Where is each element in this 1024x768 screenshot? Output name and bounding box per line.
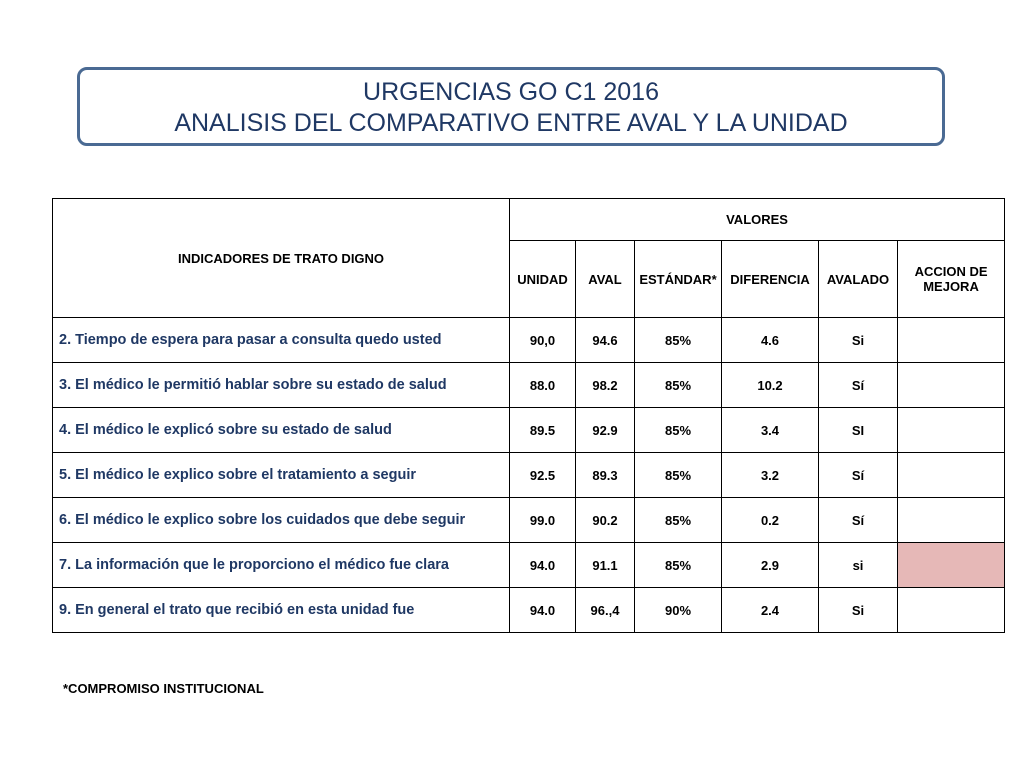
aval-cell: 90.2 (576, 498, 635, 543)
unidad-cell: 94.0 (510, 588, 576, 633)
indicator-cell: 5. El médico le explico sobre el tratamiento a seguir (53, 453, 510, 498)
aval-cell: 92.9 (576, 408, 635, 453)
diferencia-cell: 2.4 (722, 588, 819, 633)
table-row (53, 453, 1005, 498)
diferencia-cell: 4.6 (722, 318, 819, 363)
indicator-cell: 2. Tiempo de espera para pasar a consulta quedo usted (53, 318, 510, 363)
title-line-1: URGENCIAS GO C1 2016 (363, 78, 659, 106)
indicator-cell: 7. La información que le proporciono el médico fue clara (53, 543, 510, 588)
accion-cell (898, 453, 1005, 498)
table-row (53, 363, 1005, 408)
estandar-cell: 85% (635, 408, 722, 453)
footnote: *COMPROMISO INSTITUCIONAL (63, 681, 264, 696)
table-row (53, 408, 1005, 453)
avalado-cell: Sí (819, 363, 898, 408)
table-row (53, 588, 1005, 633)
unidad-cell: 94.0 (510, 543, 576, 588)
header-accion-mejora: ACCION DE MEJORA (898, 241, 1005, 318)
indicator-cell: 6. El médico le explico sobre los cuidados que debe seguir (53, 498, 510, 543)
estandar-cell: 85% (635, 498, 722, 543)
header-diferencia: DIFERENCIA (722, 241, 819, 318)
accion-cell (898, 408, 1005, 453)
estandar-cell: 85% (635, 363, 722, 408)
diferencia-cell: 10.2 (722, 363, 819, 408)
unidad-cell: 99.0 (510, 498, 576, 543)
estandar-cell: 85% (635, 543, 722, 588)
table-row (53, 498, 1005, 543)
accion-cell-highlighted (898, 543, 1005, 588)
diferencia-cell: 3.4 (722, 408, 819, 453)
avalado-cell: Si (819, 318, 898, 363)
aval-cell: 91.1 (576, 543, 635, 588)
unidad-cell: 90,0 (510, 318, 576, 363)
header-avalado: AVALADO (819, 241, 898, 318)
accion-cell (898, 363, 1005, 408)
avalado-cell: Sí (819, 498, 898, 543)
header-indicators: INDICADORES DE TRATO DIGNO (53, 199, 510, 318)
header-aval: AVAL (576, 241, 635, 318)
aval-cell: 94.6 (576, 318, 635, 363)
header-values: VALORES (510, 199, 1005, 241)
diferencia-cell: 3.2 (722, 453, 819, 498)
unidad-cell: 92.5 (510, 453, 576, 498)
aval-cell: 96.,4 (576, 588, 635, 633)
indicator-cell: 9. En general el trato que recibió en esta unidad fue (53, 588, 510, 633)
diferencia-cell: 0.2 (722, 498, 819, 543)
accion-cell (898, 588, 1005, 633)
indicators-table (52, 198, 1005, 633)
indicator-cell: 3. El médico le permitió hablar sobre su estado de salud (53, 363, 510, 408)
unidad-cell: 89.5 (510, 408, 576, 453)
estandar-cell: 90% (635, 588, 722, 633)
avalado-cell: SI (819, 408, 898, 453)
aval-cell: 89.3 (576, 453, 635, 498)
avalado-cell: Sí (819, 453, 898, 498)
avalado-cell: Si (819, 588, 898, 633)
diferencia-cell: 2.9 (722, 543, 819, 588)
title-box (77, 67, 945, 146)
table-row (53, 543, 1005, 588)
estandar-cell: 85% (635, 453, 722, 498)
accion-cell (898, 498, 1005, 543)
estandar-cell: 85% (635, 318, 722, 363)
header-unidad: UNIDAD (510, 241, 576, 318)
title-line-2: ANALISIS DEL COMPARATIVO ENTRE AVAL Y LA UNIDAD (174, 109, 848, 137)
accion-cell (898, 318, 1005, 363)
unidad-cell: 88.0 (510, 363, 576, 408)
avalado-cell: si (819, 543, 898, 588)
aval-cell: 98.2 (576, 363, 635, 408)
header-estandar: ESTÁNDAR* (635, 241, 722, 318)
table-row (53, 318, 1005, 363)
indicator-cell: 4. El médico le explicó sobre su estado de salud (53, 408, 510, 453)
